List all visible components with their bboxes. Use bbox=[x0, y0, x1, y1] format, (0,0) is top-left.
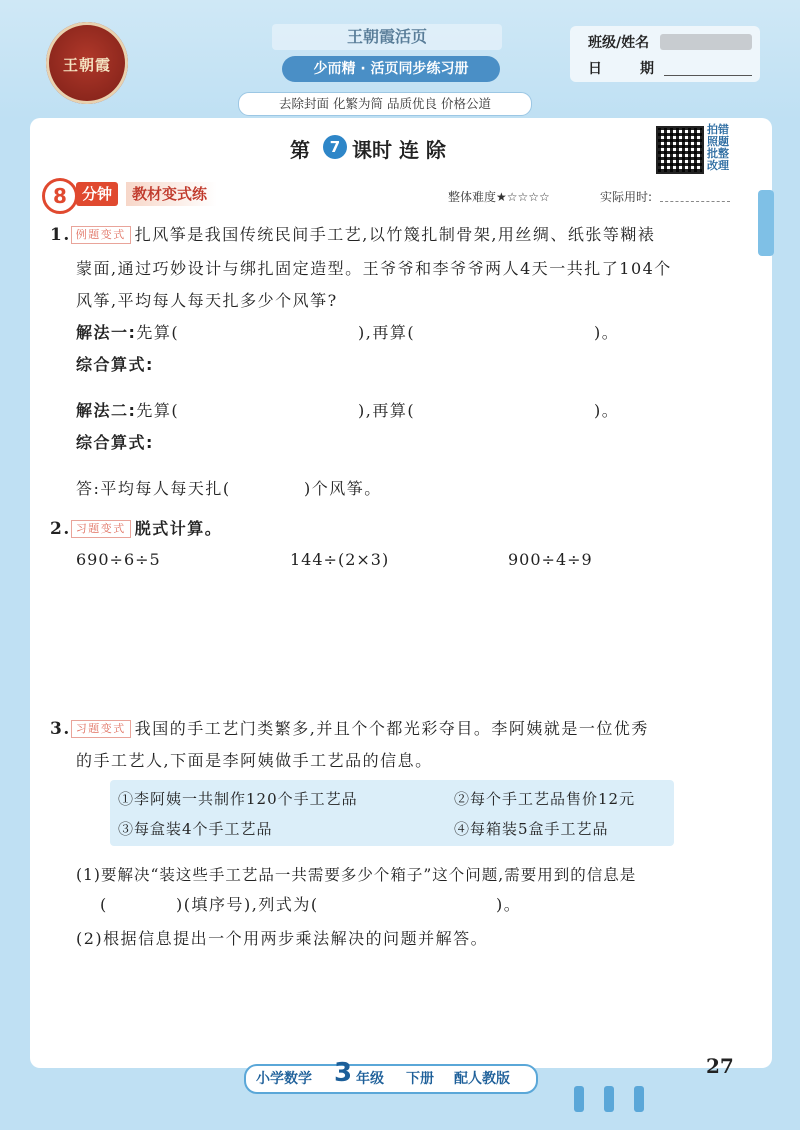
q1-method1-first: 先算( bbox=[136, 323, 180, 342]
minutes-unit: 分钟 bbox=[76, 182, 118, 206]
q3-sub1-open: ( bbox=[100, 895, 108, 914]
footer-decoration bbox=[574, 1086, 584, 1112]
series-subtitle: 少而精 · 活页同步练习册 bbox=[282, 56, 500, 82]
q1-method2-formula-label: 综合算式: bbox=[76, 433, 154, 452]
q3-sub1-line-1: (1)要解决“装这些手工艺品一共需要多少个箱子”这个问题,需要用到的信息是 bbox=[76, 866, 637, 884]
q3-sub1-mid: )(填序号),列式为( bbox=[176, 895, 319, 914]
q1-method2-first: 先算( bbox=[136, 401, 180, 420]
q1-tag: 例题变式 bbox=[71, 226, 131, 244]
info-item-4: ④每箱装5盒手工艺品 bbox=[454, 820, 609, 838]
q3-line-2: 的手工艺人,下面是李阿姨做手工艺品的信息。 bbox=[76, 751, 433, 770]
lesson-number: 7 bbox=[323, 135, 347, 159]
qr-code-icon[interactable] bbox=[656, 126, 704, 174]
q1-method1-label bbox=[76, 318, 179, 348]
date-field[interactable] bbox=[664, 74, 752, 76]
q2-number: 2. bbox=[50, 519, 71, 539]
info-item-1: ①李阿姨一共制作120个手工艺品 bbox=[118, 790, 358, 808]
q2-calc-3: 900÷4÷9 bbox=[508, 550, 593, 569]
q1-method2-title: 解法二: bbox=[76, 401, 137, 420]
q1-answer-b: )个风筝。 bbox=[304, 479, 382, 498]
minutes-badge: 8 bbox=[42, 178, 78, 214]
q2-tag: 习题变式 bbox=[71, 520, 131, 538]
date-label-2: 期 bbox=[640, 61, 654, 77]
q2-title: 脱式计算。 bbox=[134, 519, 223, 538]
difficulty-rating: 整体难度★☆☆☆☆ bbox=[448, 190, 550, 204]
q1-line-3: 风筝,平均每人每天扎多少个风筝? bbox=[76, 291, 338, 310]
q1-line-1 bbox=[50, 220, 740, 250]
class-name-field[interactable] bbox=[660, 34, 752, 50]
date-label-1: 日 bbox=[588, 61, 602, 77]
footer-edition: 配人教版 bbox=[454, 1071, 510, 1087]
series-title: 王朝霞活页 bbox=[272, 24, 502, 50]
side-tab bbox=[758, 190, 774, 256]
lesson-title: 课时 连 除 bbox=[352, 138, 446, 162]
footer-grade-unit: 年级 bbox=[356, 1071, 384, 1087]
footer-decoration bbox=[634, 1086, 644, 1112]
q3-sub1-end: )。 bbox=[496, 895, 522, 914]
class-name-label: 班级/姓名 bbox=[588, 35, 650, 51]
q2-calc-2: 144÷(2×3) bbox=[290, 550, 390, 569]
actual-time-label: 实际用时: bbox=[600, 190, 653, 204]
q3-number: 3. bbox=[50, 719, 71, 739]
q1-text-1: 扎风筝是我国传统民间手工艺,以竹篾扎制骨架,用丝绸、纸张等糊裱 bbox=[134, 225, 656, 244]
q1-line-2: 蒙面,通过巧妙设计与绑扎固定造型。王爷爷和李爷爷两人4天一共扎了104个 bbox=[76, 259, 672, 278]
info-item-2: ②每个手工艺品售价12元 bbox=[454, 790, 636, 808]
actual-time-field[interactable] bbox=[660, 201, 730, 202]
q1-method1-end: )。 bbox=[594, 323, 620, 342]
page-number: 27 bbox=[706, 1054, 734, 1078]
q1-method2-mid: ),再算( bbox=[358, 401, 416, 420]
q1-answer-a: 答:平均每人每天扎( bbox=[76, 479, 231, 498]
footer-volume: 下册 bbox=[406, 1071, 434, 1087]
footer-grade-number: 3 bbox=[334, 1058, 353, 1088]
q1-method1-mid: ),再算( bbox=[358, 323, 416, 342]
slogan: 去除封面 化繁为简 品质优良 价格公道 bbox=[238, 92, 532, 116]
footer-subject: 小学数学 bbox=[256, 1071, 312, 1087]
q1-method2-label bbox=[76, 396, 179, 426]
q2-header bbox=[50, 514, 222, 544]
q3-tag: 习题变式 bbox=[71, 720, 131, 738]
q1-method2-end: )。 bbox=[594, 401, 620, 420]
brand-logo-text: 王朝霞 bbox=[62, 56, 111, 74]
q1-method1-title: 解法一: bbox=[76, 323, 137, 342]
section-label: 教材变式练 bbox=[126, 182, 217, 206]
q1-number: 1. bbox=[50, 225, 71, 245]
qr-side-text: 拍错照题批整改理 bbox=[707, 123, 729, 172]
q3-text-1: 我国的手工艺门类繁多,并且个个都光彩夺目。李阿姨就是一位优秀 bbox=[134, 719, 649, 738]
q3-line-1 bbox=[50, 714, 740, 744]
q2-calc-1: 690÷6÷5 bbox=[76, 550, 161, 569]
info-item-3: ③每盒装4个手工艺品 bbox=[118, 820, 273, 838]
q3-sub2: (2)根据信息提出一个用两步乘法解决的问题并解答。 bbox=[76, 929, 489, 948]
lesson-prefix: 第 bbox=[290, 138, 312, 162]
footer-decoration bbox=[604, 1086, 614, 1112]
q1-method1-formula-label: 综合算式: bbox=[76, 355, 154, 374]
